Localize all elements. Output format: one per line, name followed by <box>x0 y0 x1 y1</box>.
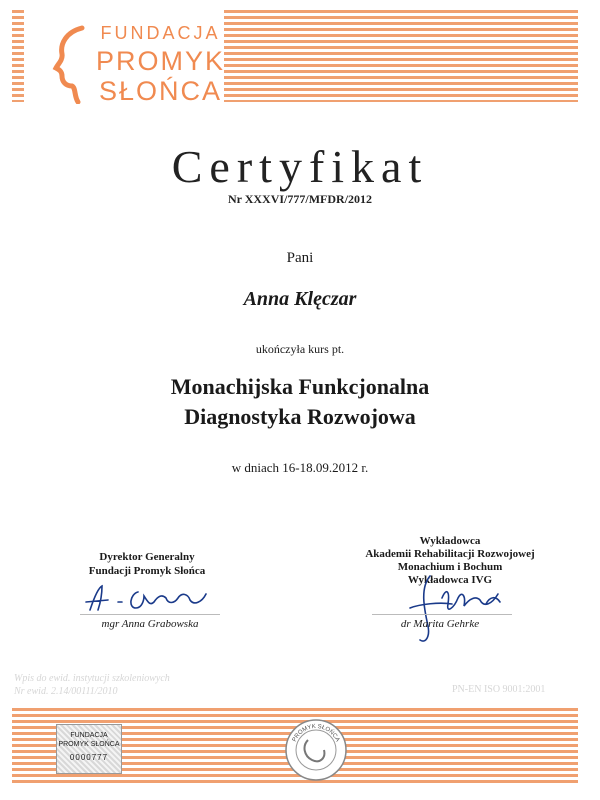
logo <box>24 10 226 106</box>
certificate-number: Nr XXXVI/777/MFDR/2012 <box>227 192 373 206</box>
registry-note-line-2: Nr ewid. 2.14/00111/2010 <box>14 686 118 697</box>
course-title-line-2: Diagnostyka Rozwojowa <box>184 404 416 429</box>
sticker-line-1: FUNDACJA <box>70 732 108 739</box>
sticker-line-2: PROMYK SŁOŃCA <box>58 741 120 748</box>
right-signature-line <box>372 614 512 615</box>
logo-line-2: PROMYK <box>96 46 226 76</box>
salutation: Pani <box>286 250 314 266</box>
logo-line-1: FUNDACJA <box>100 23 221 43</box>
left-signature-line <box>80 614 220 615</box>
left-signature-image <box>78 580 218 616</box>
course-title <box>0 372 600 432</box>
logo-text <box>96 20 225 105</box>
right-signatory-role-4: Wykładowca IVG <box>407 574 493 586</box>
course-dates: w dniach 16-18.09.2012 r. <box>231 460 369 475</box>
right-signatory-role-2: Akademii Rehabilitacji Rozwojowej <box>365 548 535 560</box>
right-signatory-name: dr Marita Gehrke <box>400 618 480 630</box>
right-signatory-role-3: Monachium i Bochum <box>397 561 503 573</box>
registry-note <box>14 672 170 698</box>
certificate-title: Certyfikat <box>171 141 429 192</box>
iso-certification: PN-EN ISO 9001:2001 <box>452 684 546 695</box>
stamp-text: PROMYK SŁOŃCA <box>291 723 341 743</box>
course-intro: ukończyła kurs pt. <box>255 342 345 356</box>
foundation-stamp-icon <box>284 718 348 782</box>
course-title-line-1: Monachijska Funkcjonalna <box>170 374 430 399</box>
right-signatory-role-1: Wykładowca <box>419 535 481 547</box>
left-signatory-name: mgr Anna Grabowska <box>101 618 199 630</box>
left-signatory-title <box>62 550 232 578</box>
hologram-sticker <box>56 724 122 774</box>
registry-note-line-1: Wpis do ewid. instytucji szkoleniowych <box>14 673 170 684</box>
right-signature-image <box>380 568 520 648</box>
recipient-name: Anna Klęczar <box>243 288 357 310</box>
left-signatory-role-1: Dyrektor Generalny <box>99 551 195 563</box>
logo-line-3: SŁOŃCA <box>98 76 223 106</box>
left-signatory-role-2: Fundacji Promyk Słońca <box>88 565 206 577</box>
sun-face-icon <box>52 24 96 104</box>
sticker-serial: 0000777 <box>69 753 109 762</box>
